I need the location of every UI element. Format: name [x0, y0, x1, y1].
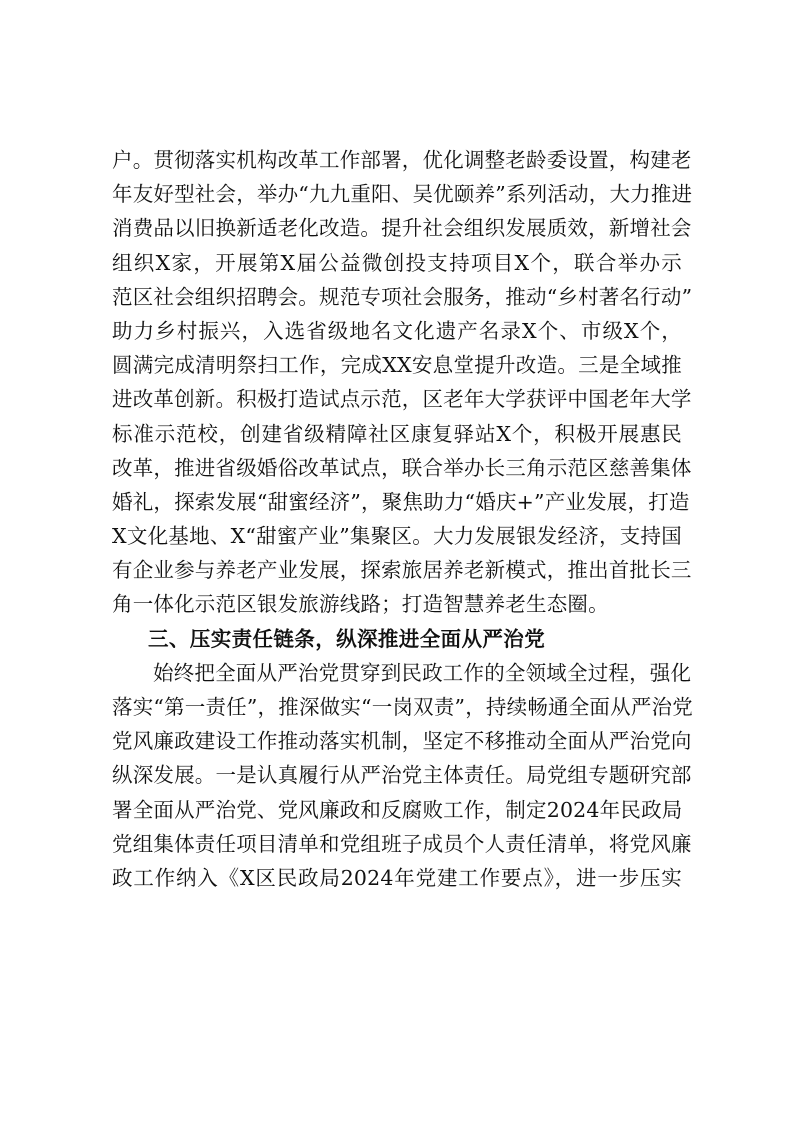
text-line: 有企业参与养老产业发展，探索旅居养老新模式，推出首批长三 [112, 558, 692, 583]
text-line: 始终把全面从严治党贯穿到民政工作的全领域全过程，强化 [153, 660, 692, 685]
text-line: 范区社会组织招聘会。规范专项社会服务，推动“乡村著名行动” [112, 284, 693, 309]
text-line: 年友好型社会，举办“九九重阳、吴优颐养”系列活动，大力推进 [112, 182, 693, 207]
text-line: 角一体化示范区银发旅游线路；打造智慧养老生态圈。 [112, 592, 609, 617]
text-line: 婚礼，探索发展“甜蜜经济”，聚焦助力“婚庆+”产业发展，打造 [112, 489, 690, 514]
text-line: 署全面从严治党、党风廉政和反腐败工作，制定2024年民政局 [112, 797, 683, 822]
text-line: 户。贯彻落实机构改革工作部署，优化调整老龄委设置，构建老 [112, 148, 692, 172]
section-heading: 三、压实责任链条，纵深推进全面从严治党 [148, 626, 546, 651]
text-line: 圆满完成清明祭扫工作，完成XX安息堂提升改造。三是全域推 [112, 353, 682, 378]
paragraph-continued [112, 143, 693, 622]
paragraph [112, 656, 693, 895]
text-line: 助力乡村振兴，入选省级地名文化遗产名录X个、市级X个， [112, 318, 682, 343]
text-line: 改革，推进省级婚俗改革试点，联合举办长三角示范区慈善集体 [112, 455, 692, 480]
text-line: 组织X家，开展第X届公益微创投支持项目X个，联合举办示 [112, 250, 682, 275]
document-body [112, 143, 693, 895]
text-line: 落实“第一责任”，推深做实“一岗双责”，持续畅通全面从严治党 [112, 695, 693, 719]
text-line: 进改革创新。积极打造试点示范，区老年大学获评中国老年大学 [112, 387, 692, 412]
text-line: 纵深发展。一是认真履行从严治党主体责任。局党组专题研究部 [112, 763, 692, 788]
text-line: 党组集体责任项目清单和党组班子成员个人责任清单，将党风廉 [112, 831, 692, 856]
text-line: 政工作纳入《X区民政局2024年党建工作要点》，进一步压实 [112, 865, 682, 890]
text-line: X文化基地、X“甜蜜产业”集聚区。大力发展银发经济，支持国 [112, 524, 682, 549]
text-line: 党风廉政建设工作推动落实机制，坚定不移推动全面从严治党向 [112, 729, 692, 754]
text-line: 消费品以旧换新适老化改造。提升社会组织发展质效，新增社会 [112, 216, 692, 241]
text-line: 标准示范校，创建省级精障社区康复驿站X个，积极开展惠民 [112, 421, 682, 446]
